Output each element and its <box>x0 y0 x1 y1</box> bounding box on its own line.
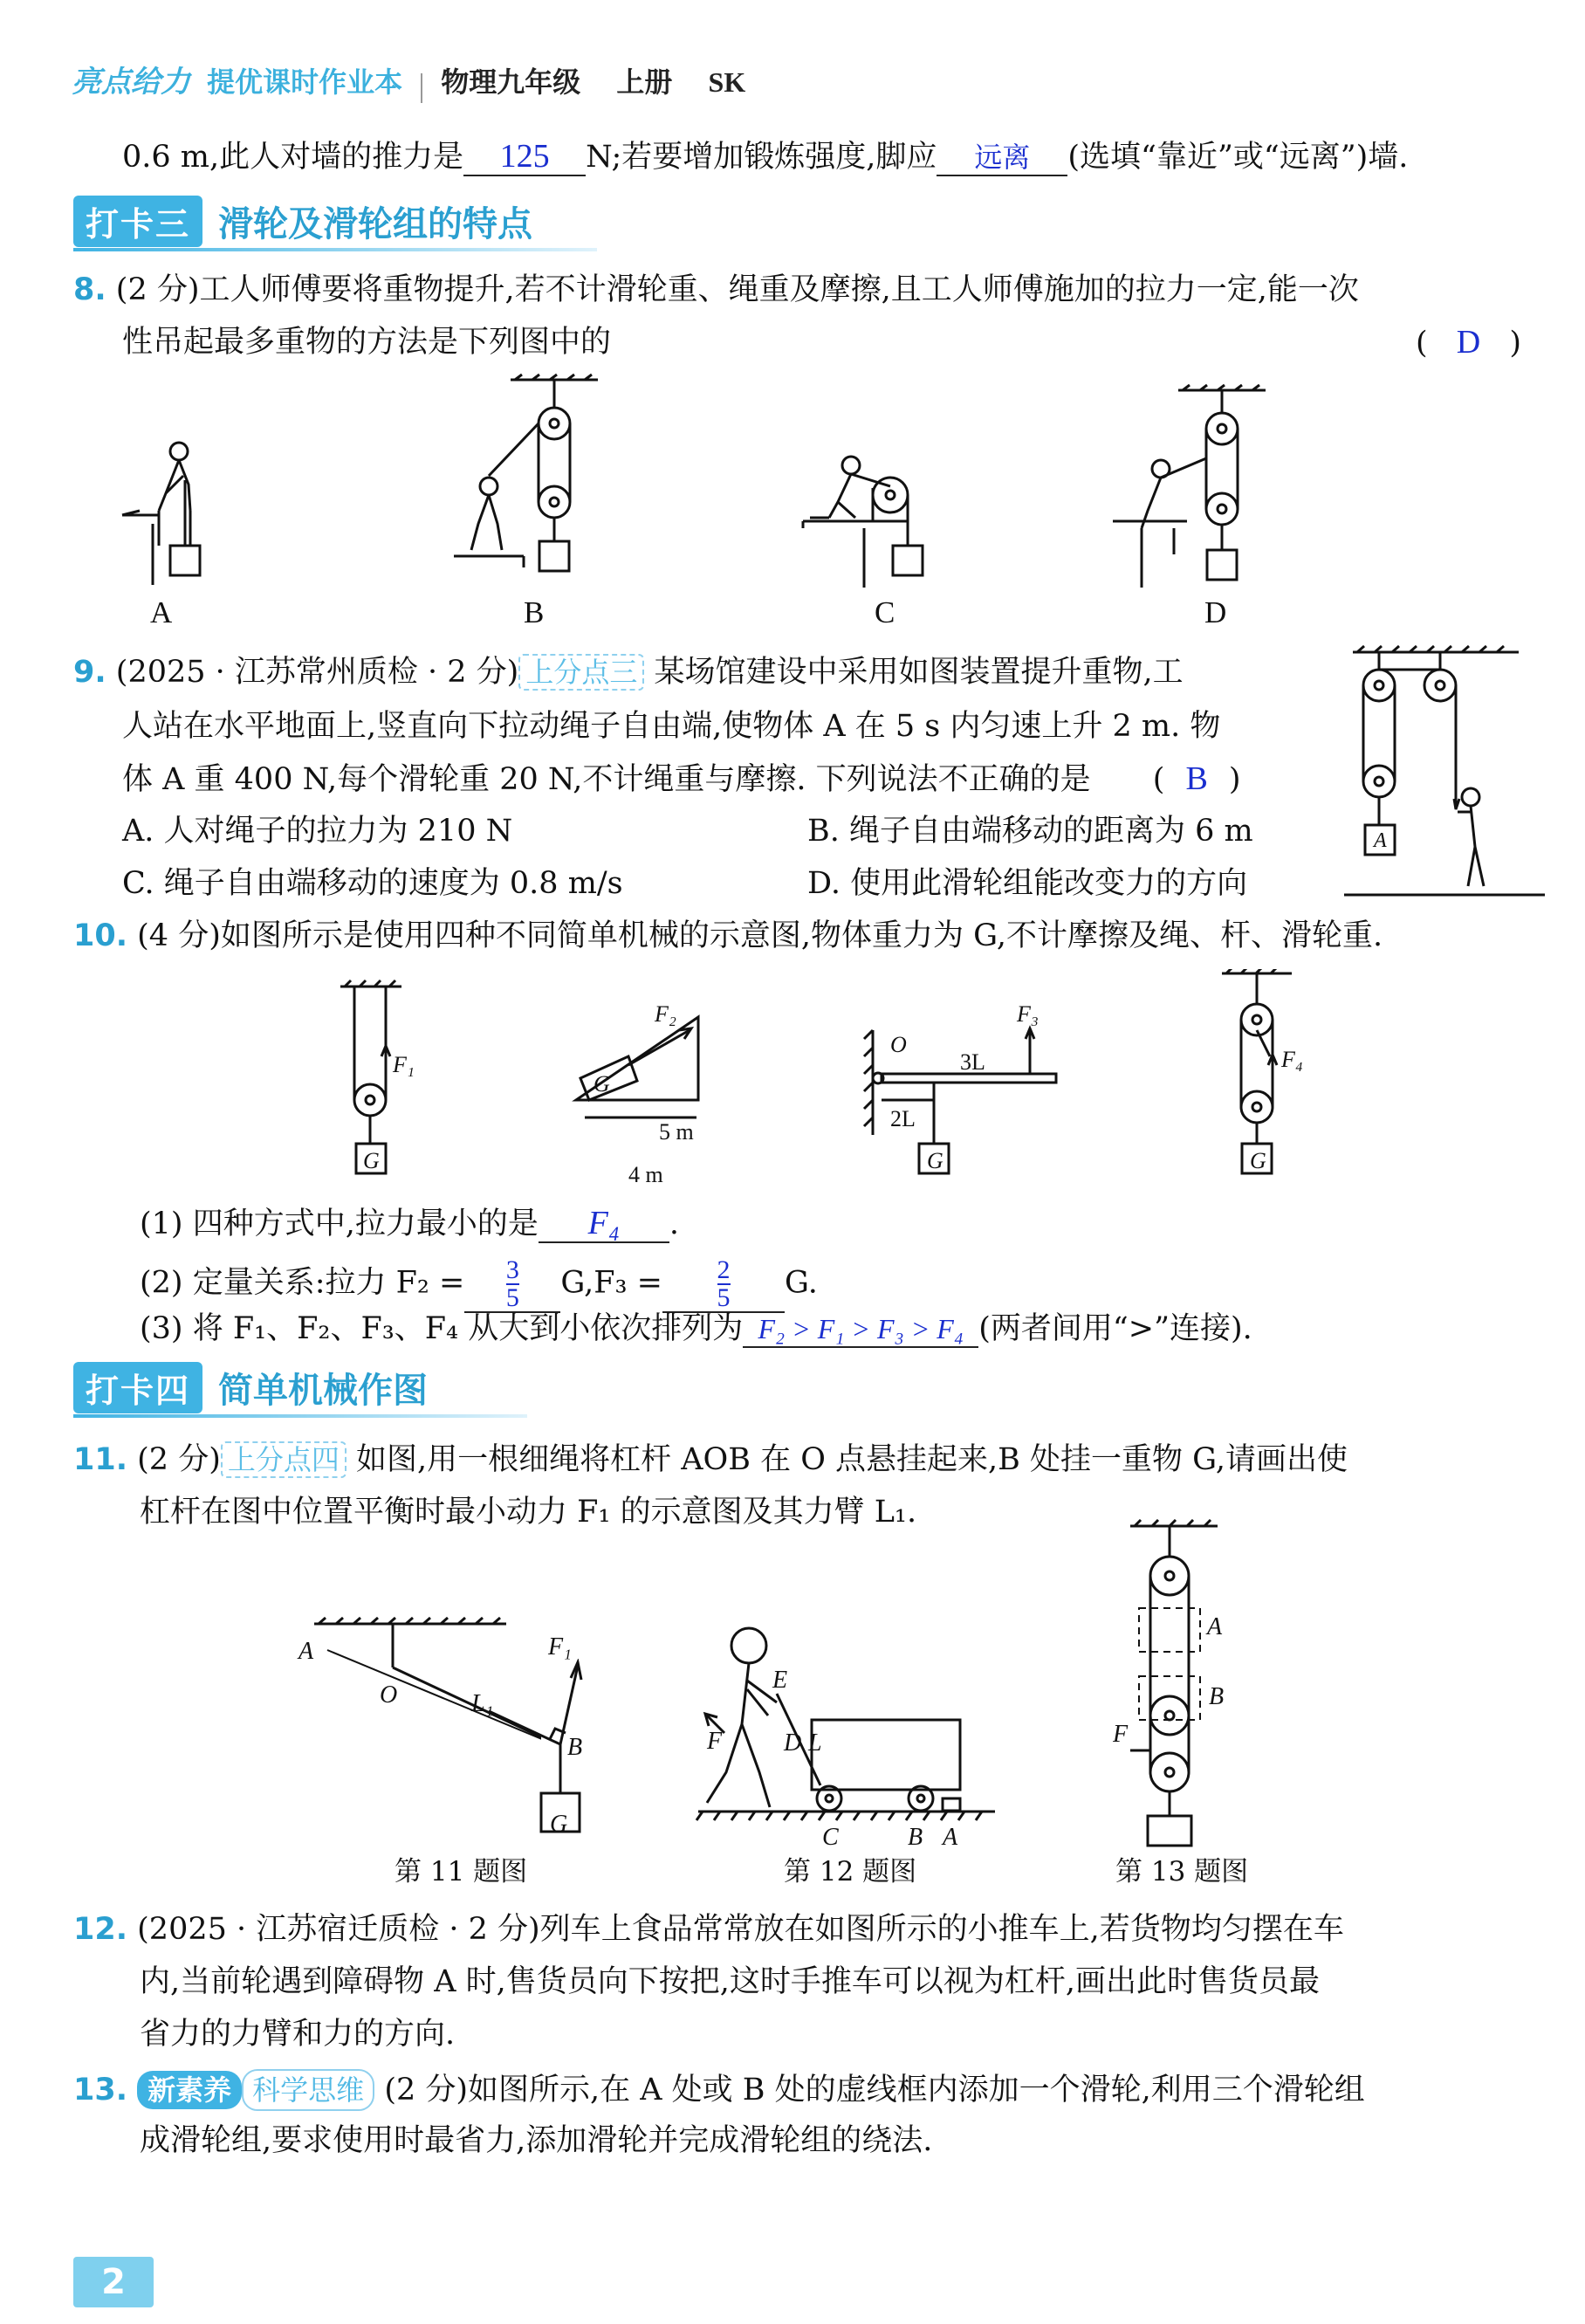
caption-q12: 第 12 题图 <box>784 1856 917 1887</box>
q8-figure-a <box>122 443 200 585</box>
q10-sub1-text: (1) 四种方式中,拉力最小的是 <box>140 1207 539 1241</box>
q12-label-b: B <box>908 1824 923 1851</box>
q13-line1 <box>73 2069 1365 2111</box>
q10-sub2 <box>140 1257 818 1313</box>
section-4-title: 简单机械作图 <box>218 1370 429 1411</box>
q12-text1: (2025 · 江苏宿迁质检 · 2 分)列车上食品常常放在如图所示的小推车上,若货物均匀摆在车 <box>137 1912 1344 1947</box>
q9-text1: 某场馆建设中采用如图装置提升重物,工 <box>654 655 1184 690</box>
q8-figure-c <box>803 457 923 588</box>
q10-label-g3: G <box>927 1148 943 1173</box>
q7-text2: N;若要增加锻炼强度,脚应 <box>586 140 937 175</box>
q13-number: 13. <box>73 2073 128 2107</box>
q10-label-3l: 3L <box>960 1049 985 1075</box>
caption-q13: 第 13 题图 <box>1115 1856 1249 1887</box>
section-4-header <box>73 1360 428 1414</box>
q10-number: 10. <box>73 918 128 953</box>
q12-label-e: E <box>772 1667 788 1694</box>
q13-label-f: F <box>1113 1721 1129 1748</box>
q7-text3: (选填“靠近”或“远离”)墙. <box>1067 140 1409 175</box>
q11-text1: 如图,用一根细绳将杠杆 AOB 在 O 点悬挂起来,B 处挂一重物 G,请画出使 <box>356 1442 1348 1477</box>
section-3-underline <box>73 248 597 251</box>
q13-label-b: B <box>1209 1683 1225 1710</box>
q10-sub2-answer1 <box>506 1257 519 1311</box>
q13-text1: (2 分)如图所示,在 A 处或 B 处的虚线框内添加一个滑轮,利用三个滑轮组 <box>384 2073 1365 2107</box>
q10-label-g4: G <box>1250 1148 1266 1173</box>
q10-line <box>73 917 1383 955</box>
q12-number: 12. <box>73 1912 128 1947</box>
q10-sub2-text3: G. <box>785 1265 818 1301</box>
q10-sub2-ans2-den: 5 <box>717 1283 731 1312</box>
q8-paren-right: ) <box>1509 326 1522 361</box>
q11-keypoint-tag: 上分点四 <box>221 1441 347 1478</box>
q11-points: (2 分) <box>137 1442 221 1477</box>
q10-sub1-end: . <box>669 1207 679 1241</box>
q7-blank2 <box>937 140 1067 176</box>
q11-line2: 杠杆在图中位置平衡时最小动力 F₁ 的示意图及其力臂 L₁. <box>140 1495 917 1530</box>
q9-option-d: D. 使用此滑轮组能改变力的方向 <box>807 866 1248 901</box>
q8-figure-d <box>1113 385 1266 588</box>
q11-line1 <box>73 1440 1348 1479</box>
q9-source: (2025 · 江苏常州质检 · 2 分) <box>115 655 519 690</box>
q9-option-c: C. 绳子自由端移动的速度为 0.8 m/s <box>122 866 623 901</box>
q8-line1 <box>73 271 1359 309</box>
q10-sub3-text2: (两者间用“>”连接). <box>978 1311 1252 1346</box>
q9-option-a: A. 人对绳子的拉力为 210 N <box>122 814 513 849</box>
q10-label-f3: F₃ <box>1017 1001 1039 1027</box>
q13-tag-new: 新素养 <box>137 2071 242 2109</box>
q9-number: 9. <box>73 655 106 690</box>
q13-tag-science: 科学思维 <box>242 2069 374 2111</box>
q9-text3: 体 A 重 400 N,每个滑轮重 20 N,不计绳重与摩擦. 下列说法不正确的是 <box>122 762 1091 797</box>
book-subtitle: 提优课时作业本 <box>207 65 403 99</box>
q7-text1: 0.6 m,此人对墙的推力是 <box>122 140 464 175</box>
q10-sub1-blank <box>539 1206 669 1243</box>
q10-label-g1: G <box>363 1148 380 1173</box>
section-3-header <box>73 194 532 248</box>
header-volume: 上册 <box>616 65 673 99</box>
q10-sub2-text2: G,F₃ = <box>560 1265 662 1301</box>
q8-line2 <box>122 323 611 361</box>
q11-label-g: G <box>550 1811 568 1838</box>
q10-sub3 <box>140 1310 1252 1348</box>
q10-sub2-blank1 <box>464 1257 560 1313</box>
q10-sub2-ans1-num: 3 <box>505 1255 519 1284</box>
q11-label-b: B <box>567 1734 583 1761</box>
q10-label-slope: 5 m <box>659 1119 694 1145</box>
q8-answer: D <box>1456 324 1481 361</box>
q10-sub2-ans2-num: 2 <box>717 1255 731 1284</box>
section-4-underline <box>73 1414 527 1418</box>
header-subject: 物理九年级 <box>441 65 581 99</box>
q9-figure <box>1335 642 1554 904</box>
q10-sub3-answer: F₂ > F₁ > F₃ > F₄ <box>758 1313 964 1344</box>
q10-sub2-text1: (2) 定量关系:拉力 F₂ = <box>140 1265 465 1301</box>
q8-text2: 性吊起最多重物的方法是下列图中的 <box>122 325 612 360</box>
q10-sub2-answer2 <box>717 1257 731 1311</box>
q12-label-f: F <box>707 1728 723 1755</box>
q10-label-f2: F₂ <box>655 1001 676 1027</box>
q12-line1 <box>73 1910 1344 1949</box>
q10-label-f4: F₄ <box>1281 1047 1303 1072</box>
q12-label-d: D <box>784 1729 802 1757</box>
section-3-tag: 打卡三 <box>73 196 202 247</box>
q10-sub1 <box>140 1205 679 1243</box>
q11-label-a: A <box>298 1638 314 1665</box>
page-header <box>72 58 745 110</box>
q8-label-c: C <box>875 595 895 629</box>
q11-label-l1: L₁ <box>471 1690 494 1717</box>
q11-label-f1: F₁ <box>548 1633 572 1660</box>
q9-answer: B <box>1185 760 1208 797</box>
q8-number: 8. <box>73 272 106 307</box>
section-3-title: 滑轮及滑轮组的特点 <box>218 203 533 244</box>
q8-label-d: D <box>1204 595 1227 629</box>
q9-line1 <box>73 653 1184 691</box>
q8-text1: (2 分)工人师傅要将重物提升,若不计滑轮重、绳重及摩擦,且工人师傅施加的拉力一定,能一次 <box>115 272 1359 307</box>
q13-figure <box>1113 1519 1252 1860</box>
q11-figure-lever-right <box>489 1659 602 1833</box>
q8-paren-left: ( <box>1416 326 1428 361</box>
q9-line3: 体 A 重 400 N,每个滑轮重 20 N,不计绳重与摩擦. 下列说法不正确的是 ( B ) <box>122 760 1241 797</box>
q8-answer-paren <box>1416 323 1521 362</box>
q10-sub3-blank <box>743 1311 978 1348</box>
q9-line2: 人站在水平地面上,竖直向下拉动绳子自由端,使物体 A 在 5 s 内匀速上升 2 m. 物 <box>122 709 1221 744</box>
q10-sub3-text1: (3) 将 F₁、F₂、F₃、F₄ 从大到小依次排列为 <box>140 1311 744 1346</box>
q8-label-a: A <box>150 595 173 629</box>
q9-keypoint-tag: 上分点三 <box>518 654 644 691</box>
q12-label-a: A <box>943 1824 958 1851</box>
q7-blank1 <box>463 139 586 176</box>
q7-answer1: 125 <box>499 138 550 175</box>
q8-figure-b <box>454 375 598 571</box>
q10-sub2-blank2 <box>662 1257 785 1313</box>
q7-tail <box>122 138 1408 176</box>
q9-figure-label-a: A <box>1374 829 1387 852</box>
q11-label-o: O <box>380 1681 398 1709</box>
brand-logo: 亮点给力 <box>72 65 190 100</box>
q9-option-b: B. 绳子自由端移动的距离为 6 m <box>807 814 1253 849</box>
q13-label-a: A <box>1207 1613 1223 1640</box>
section-4-tag: 打卡四 <box>73 1362 202 1413</box>
q10-figures <box>332 969 1327 1187</box>
q10-label-o: O <box>890 1032 907 1057</box>
q10-text: (4 分)如图所示是使用四种不同简单机械的示意图,物体重力为 G,不计摩擦及绳、杆、滑轮重. <box>137 918 1383 953</box>
caption-q11: 第 11 题图 <box>395 1856 528 1887</box>
q12-label-c: C <box>822 1824 839 1851</box>
q10-figure-incline <box>576 1017 698 1117</box>
q10-sub1-answer: F₄ <box>587 1205 621 1241</box>
q12-line3: 省力的力臂和力的方向. <box>140 2017 456 2052</box>
q12-line2: 内,当前轮遇到障碍物 A 时,售货员向下按把,这时手推车可以视为杠杆,画出此时售货员最 <box>140 1964 1321 1999</box>
q7-answer2: 远离 <box>974 141 1031 174</box>
q10-label-2l: 2L <box>890 1106 916 1131</box>
q11-number: 11. <box>73 1442 128 1477</box>
q10-label-f1: F₁ <box>393 1052 415 1077</box>
q8-label-b: B <box>524 595 545 629</box>
q12-figure <box>690 1619 1021 1855</box>
q10-label-base: 4 m <box>628 1162 663 1187</box>
header-edition: SK <box>708 66 746 98</box>
page-number: 2 <box>73 2257 154 2307</box>
q13-line2: 成滑轮组,要求使用时最省力,添加滑轮并完成滑轮组的绕法. <box>140 2123 933 2158</box>
q10-label-g2: G <box>594 1071 610 1097</box>
q12-label-l: L <box>808 1729 822 1757</box>
q10-sub2-ans1-den: 5 <box>505 1283 519 1312</box>
header-divider <box>421 73 422 103</box>
q8-figures <box>105 371 1344 598</box>
